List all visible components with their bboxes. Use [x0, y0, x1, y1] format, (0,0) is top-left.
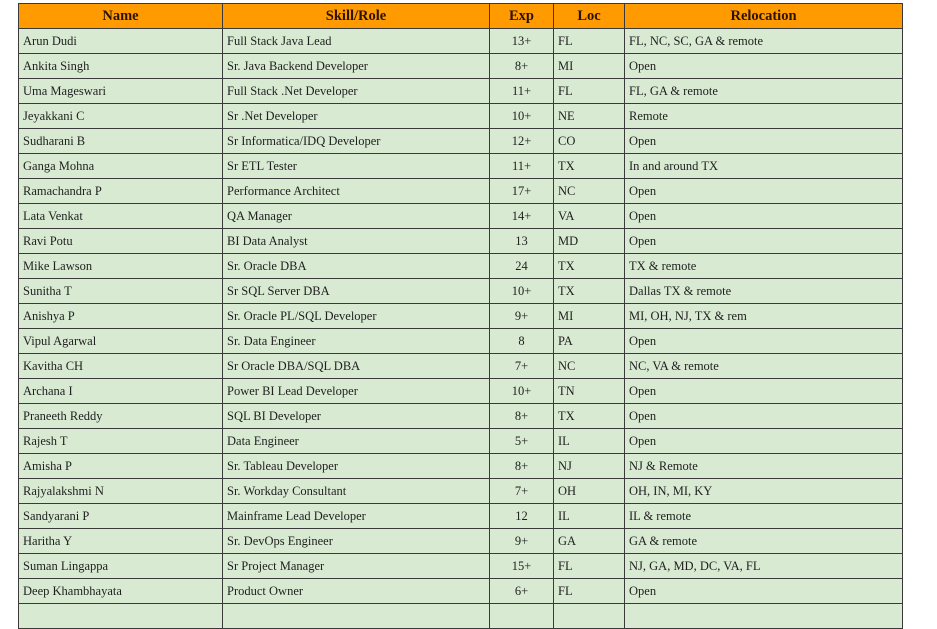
cell-name: Ramachandra P [19, 179, 223, 204]
cell-relocation: NC, VA & remote [625, 354, 903, 379]
cell-skill-role: Product Owner [223, 579, 490, 604]
cell-name: Sudharani B [19, 129, 223, 154]
table-row [19, 79, 903, 104]
table-row [19, 329, 903, 354]
cell-relocation: Open [625, 404, 903, 429]
cell-relocation: Open [625, 229, 903, 254]
cell-skill-role: Full Stack .Net Developer [223, 79, 490, 104]
cell-skill-role: Sr. Oracle DBA [223, 254, 490, 279]
cell-exp: 13 [490, 229, 554, 254]
cell-exp: 7+ [490, 479, 554, 504]
cell-skill-role: Sr SQL Server DBA [223, 279, 490, 304]
table-row [19, 229, 903, 254]
table-row [19, 479, 903, 504]
cell-name [19, 604, 223, 629]
cell-loc: FL [554, 579, 625, 604]
cell-exp: 8+ [490, 404, 554, 429]
cell-name: Anishya P [19, 304, 223, 329]
table-row [19, 304, 903, 329]
candidates-table [18, 3, 903, 629]
cell-relocation: MI, OH, NJ, TX & rem [625, 304, 903, 329]
cell-name: Praneeth Reddy [19, 404, 223, 429]
table-row [19, 354, 903, 379]
cell-exp: 12+ [490, 129, 554, 154]
table-row [19, 279, 903, 304]
cell-exp: 9+ [490, 304, 554, 329]
cell-exp: 10+ [490, 379, 554, 404]
cell-relocation: Open [625, 379, 903, 404]
cell-relocation: Open [625, 429, 903, 454]
table-row [19, 154, 903, 179]
cell-loc: FL [554, 79, 625, 104]
cell-loc: FL [554, 554, 625, 579]
cell-name: Ganga Mohna [19, 154, 223, 179]
table-row [19, 529, 903, 554]
cell-relocation: Open [625, 579, 903, 604]
cell-loc: TN [554, 379, 625, 404]
cell-skill-role: SQL BI Developer [223, 404, 490, 429]
cell-exp: 14+ [490, 204, 554, 229]
cell-name: Arun Dudi [19, 29, 223, 54]
cell-loc: VA [554, 204, 625, 229]
header-relocation: Relocation [625, 4, 903, 29]
cell-name: Archana I [19, 379, 223, 404]
table-row [19, 404, 903, 429]
cell-exp: 7+ [490, 354, 554, 379]
cell-relocation: Dallas TX & remote [625, 279, 903, 304]
table-row [19, 254, 903, 279]
cell-name: Lata Venkat [19, 204, 223, 229]
cell-relocation [625, 604, 903, 629]
header-exp: Exp [490, 4, 554, 29]
cell-exp: 11+ [490, 154, 554, 179]
cell-skill-role [223, 604, 490, 629]
cell-relocation: Open [625, 54, 903, 79]
cell-loc: TX [554, 279, 625, 304]
cell-exp: 12 [490, 504, 554, 529]
cell-name: Ravi Potu [19, 229, 223, 254]
cell-name: Vipul Agarwal [19, 329, 223, 354]
cell-relocation: NJ, GA, MD, DC, VA, FL [625, 554, 903, 579]
cell-exp: 8 [490, 329, 554, 354]
cell-name: Sunitha T [19, 279, 223, 304]
cell-name: Mike Lawson [19, 254, 223, 279]
cell-loc: NC [554, 179, 625, 204]
cell-relocation: In and around TX [625, 154, 903, 179]
cell-exp: 15+ [490, 554, 554, 579]
cell-skill-role: Sr. Oracle PL/SQL Developer [223, 304, 490, 329]
cell-loc: OH [554, 479, 625, 504]
cell-relocation: NJ & Remote [625, 454, 903, 479]
cell-loc: NJ [554, 454, 625, 479]
cell-exp: 9+ [490, 529, 554, 554]
table-row [19, 379, 903, 404]
cell-loc: TX [554, 404, 625, 429]
cell-skill-role: Full Stack Java Lead [223, 29, 490, 54]
cell-name: Amisha P [19, 454, 223, 479]
header-name: Name [19, 4, 223, 29]
cell-loc: TX [554, 254, 625, 279]
table-row [19, 604, 903, 629]
cell-relocation: Open [625, 129, 903, 154]
cell-loc: MD [554, 229, 625, 254]
cell-loc: NC [554, 354, 625, 379]
cell-exp: 13+ [490, 29, 554, 54]
cell-exp: 8+ [490, 54, 554, 79]
table-row [19, 554, 903, 579]
table-row [19, 54, 903, 79]
cell-loc [554, 604, 625, 629]
cell-name: Ankita Singh [19, 54, 223, 79]
table-row [19, 504, 903, 529]
cell-relocation: Open [625, 204, 903, 229]
table-body [19, 29, 903, 629]
cell-loc: IL [554, 504, 625, 529]
cell-loc: PA [554, 329, 625, 354]
header-loc: Loc [554, 4, 625, 29]
cell-loc: IL [554, 429, 625, 454]
cell-name: Rajesh T [19, 429, 223, 454]
cell-relocation: GA & remote [625, 529, 903, 554]
cell-skill-role: Sr. DevOps Engineer [223, 529, 490, 554]
table-row [19, 179, 903, 204]
cell-name: Uma Mageswari [19, 79, 223, 104]
cell-relocation: FL, NC, SC, GA & remote [625, 29, 903, 54]
cell-name: Kavitha CH [19, 354, 223, 379]
header-row [19, 4, 903, 29]
cell-loc: FL [554, 29, 625, 54]
cell-exp: 10+ [490, 279, 554, 304]
table-row [19, 454, 903, 479]
cell-exp: 6+ [490, 579, 554, 604]
cell-loc: CO [554, 129, 625, 154]
cell-exp: 8+ [490, 454, 554, 479]
cell-loc: MI [554, 54, 625, 79]
cell-skill-role: Sr. Tableau Developer [223, 454, 490, 479]
cell-name: Suman Lingappa [19, 554, 223, 579]
cell-skill-role: Sr. Data Engineer [223, 329, 490, 354]
cell-exp: 11+ [490, 79, 554, 104]
cell-name: Sandyarani P [19, 504, 223, 529]
candidates-table-container [18, 3, 903, 629]
cell-exp: 5+ [490, 429, 554, 454]
table-row [19, 104, 903, 129]
table-row [19, 204, 903, 229]
cell-skill-role: Power BI Lead Developer [223, 379, 490, 404]
cell-skill-role: Sr ETL Tester [223, 154, 490, 179]
cell-loc: NE [554, 104, 625, 129]
cell-skill-role: Sr. Java Backend Developer [223, 54, 490, 79]
cell-relocation: TX & remote [625, 254, 903, 279]
cell-skill-role: Sr .Net Developer [223, 104, 490, 129]
cell-name: Jeyakkani C [19, 104, 223, 129]
cell-exp [490, 604, 554, 629]
table-header [19, 4, 903, 29]
table-row [19, 129, 903, 154]
cell-exp: 17+ [490, 179, 554, 204]
cell-exp: 10+ [490, 104, 554, 129]
cell-skill-role: Data Engineer [223, 429, 490, 454]
cell-relocation: Remote [625, 104, 903, 129]
cell-skill-role: BI Data Analyst [223, 229, 490, 254]
table-row [19, 29, 903, 54]
header-skill-role: Skill/Role [223, 4, 490, 29]
cell-loc: TX [554, 154, 625, 179]
cell-name: Rajyalakshmi N [19, 479, 223, 504]
cell-name: Deep Khambhayata [19, 579, 223, 604]
cell-skill-role: Sr Informatica/IDQ Developer [223, 129, 490, 154]
cell-relocation: IL & remote [625, 504, 903, 529]
cell-skill-role: Sr Project Manager [223, 554, 490, 579]
cell-relocation: FL, GA & remote [625, 79, 903, 104]
cell-skill-role: Sr Oracle DBA/SQL DBA [223, 354, 490, 379]
cell-exp: 24 [490, 254, 554, 279]
cell-skill-role: Mainframe Lead Developer [223, 504, 490, 529]
table-row [19, 429, 903, 454]
cell-skill-role: QA Manager [223, 204, 490, 229]
cell-loc: GA [554, 529, 625, 554]
table-row [19, 579, 903, 604]
cell-relocation: Open [625, 329, 903, 354]
cell-skill-role: Performance Architect [223, 179, 490, 204]
cell-loc: MI [554, 304, 625, 329]
cell-name: Haritha Y [19, 529, 223, 554]
cell-relocation: OH, IN, MI, KY [625, 479, 903, 504]
cell-relocation: Open [625, 179, 903, 204]
cell-skill-role: Sr. Workday Consultant [223, 479, 490, 504]
